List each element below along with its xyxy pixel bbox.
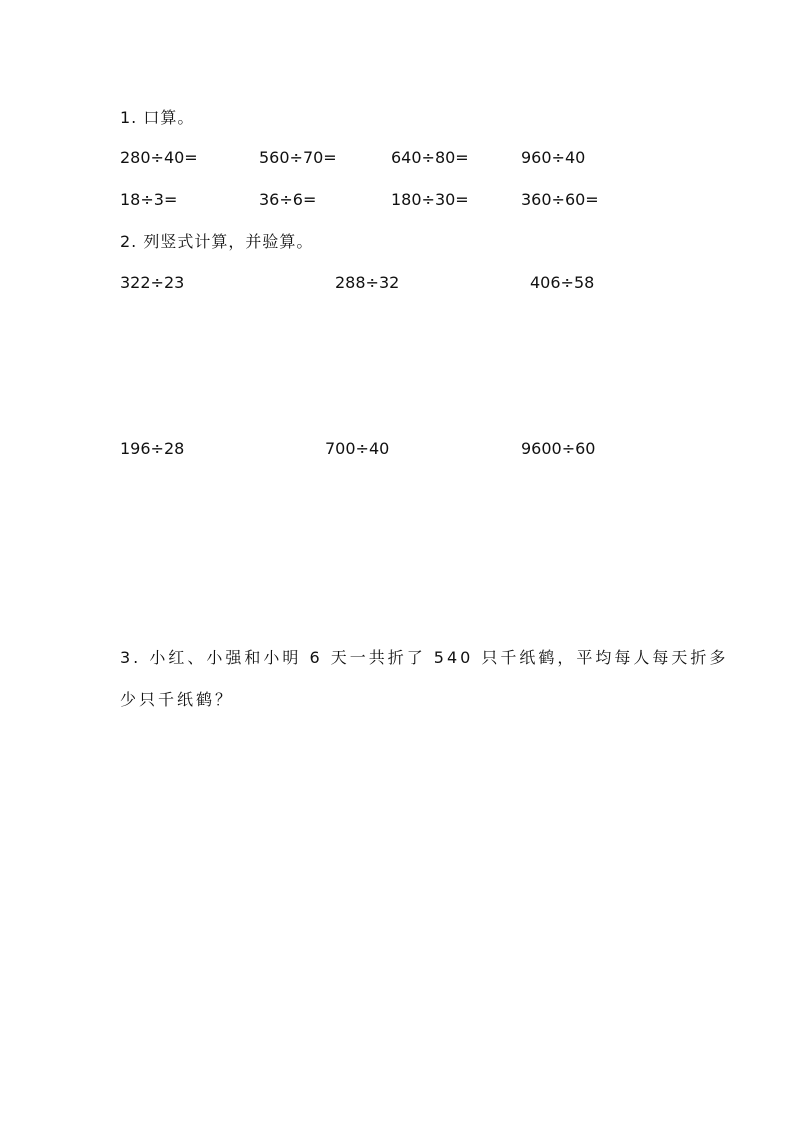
- vertical-calc-item: 196÷28: [120, 439, 185, 458]
- oral-calc-item: 960÷40: [521, 148, 586, 167]
- section-2-heading: 2. 列竖式计算，并验算。: [120, 232, 314, 251]
- oral-calc-item: 180÷30=: [391, 190, 469, 209]
- word-problem-line-2: 少只千纸鹤？: [120, 690, 235, 709]
- oral-calc-item: 18÷3=: [120, 190, 178, 209]
- section-1-heading: 1. 口算。: [120, 108, 195, 127]
- oral-calc-item: 640÷80=: [391, 148, 469, 167]
- vertical-calc-item: 9600÷60: [521, 439, 596, 458]
- oral-calc-item: 560÷70=: [259, 148, 337, 167]
- vertical-calc-item: 700÷40: [325, 439, 390, 458]
- oral-calc-item: 36÷6=: [259, 190, 317, 209]
- oral-calc-item: 360÷60=: [521, 190, 599, 209]
- vertical-calc-item: 406÷58: [530, 273, 595, 292]
- word-problem-line-1: 3. 小红、小强和小明 6 天一共折了 540 只千纸鹤，平均每人每天折多: [120, 648, 729, 667]
- vertical-calc-item: 322÷23: [120, 273, 185, 292]
- oral-calc-item: 280÷40=: [120, 148, 198, 167]
- vertical-calc-item: 288÷32: [335, 273, 400, 292]
